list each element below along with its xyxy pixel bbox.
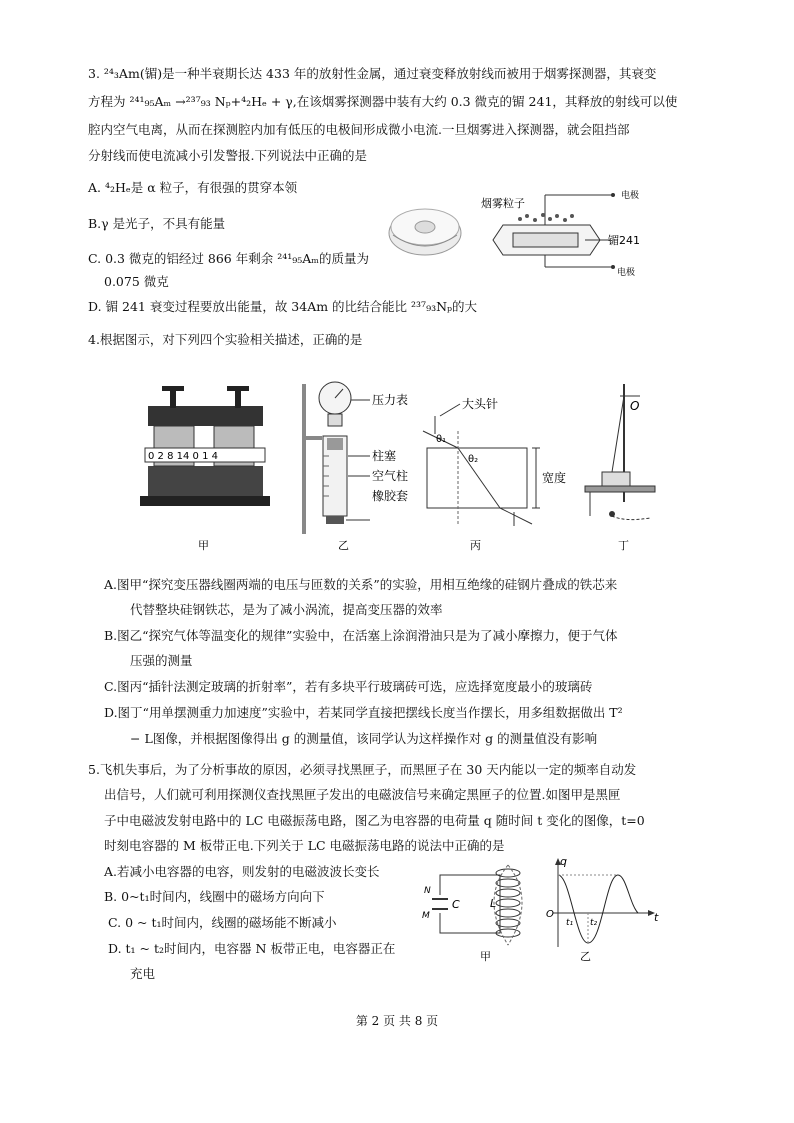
experiment-figures	[140, 376, 660, 551]
q4-option-d: D.图丁“用单摆测重力加速度”实验中，若某同学直接把摆线长度当作摆长，用多组数据做出 T²	[104, 705, 623, 720]
t-axis-label: t	[654, 911, 659, 924]
plate-n-label: N	[424, 886, 431, 896]
q3-line1: 3. ²⁴₃Am(镅)是一种半衰期长达 433 年的放射性金属，通过衰变释放射线而被用于烟雾探测器，其衰变	[88, 66, 657, 81]
figure-bing-refraction	[423, 396, 566, 551]
q5-option-a: A.若减小电容器的电容，则发射的电磁波波长变长	[104, 864, 380, 879]
q5-option-b: B. 0~t₁时间内，线圈中的磁场方向向下	[104, 889, 325, 904]
q3-option-c: C. 0.3 微克的铝经过 866 年剩余 ²⁴¹₉₅Aₘ的质量为	[88, 251, 369, 266]
q3-option-b: B.γ 是光子，不具有能量	[88, 216, 226, 231]
detector-chamber-diagram	[481, 189, 640, 278]
figure-jia-transformer	[140, 386, 270, 551]
figure-jia-caption: 甲	[198, 539, 209, 551]
t2-label: t₂	[590, 918, 598, 928]
q5-option-d-cont: 充电	[130, 966, 156, 981]
q5-line1: 5.飞机失事后，为了分析事故的原因，必须寻找黑匣子，而黑匣子在 30 天内能以一定的频率自动发	[88, 762, 637, 777]
figure-jia-lc-circuit	[422, 865, 522, 963]
q5-option-c: C. 0 ~ t₁时间内，线圈的磁场能不断减小	[108, 915, 337, 930]
q5-option-d: D. t₁ ~ t₂时间内，电容器 N 板带正电，电容器正在	[108, 941, 396, 956]
theta2-label: θ₂	[468, 454, 479, 465]
air-column-label: 空气柱	[372, 469, 409, 483]
smoke-particle-label: 烟雾粒子	[481, 197, 525, 210]
q5-line3: 子中电磁波发射电路中的 LC 电磁振荡电路，图乙为电容器的电荷量 q 随时间 t 变化的图像，t=0	[104, 813, 645, 828]
q3-line3: 腔内空气电离，从而在探测腔内加有低压的电极间形成微小电流.一旦烟雾进入探测器，就会阻挡部	[88, 122, 630, 137]
figure-yi-charge-graph	[546, 855, 659, 963]
lc-circuit-figure	[418, 855, 668, 970]
smoke-detector-photo	[389, 209, 461, 255]
pin-label: 大头针	[462, 397, 499, 411]
rubber-cap-label: 橡胶套	[372, 489, 409, 503]
t1-label: t₁	[566, 918, 574, 928]
electrode-bottom-label: 电极	[617, 268, 636, 278]
electrode-top-label: 电极	[621, 191, 640, 201]
pressure-gauge-label: 压力表	[372, 393, 409, 407]
q3-line4: 分射线而使电流减小引发警报.下列说法中正确的是	[88, 148, 367, 163]
smoke-detector-figure	[385, 185, 655, 280]
figure-yi-graph-caption: 乙	[580, 950, 591, 963]
capacitor-c-label: C	[452, 898, 460, 911]
pendulum-o-label: O	[630, 399, 640, 413]
q3-line2: 方程为 ²⁴¹₉₅Aₘ →²³⁷₉₃ Nₚ+⁴₂Hₑ + γ,在该烟雾探测器中装有大约 0.3 微克的镅 241，其释放的射线可以使	[88, 94, 678, 109]
q4-stem: 4.根据图示，对下列四个实验相关描述，正确的是	[88, 332, 363, 347]
q5-line2: 出信号，人们就可利用探测仪查找黑匣子发出的电磁波信号来确定黑匣子的位置.如图甲是黑匣	[104, 787, 621, 802]
q4-option-a: A.图甲“探究变压器线圈两端的电压与匝数的关系”的实验，用相互绝缘的硅钢片叠成的铁芯来	[104, 577, 618, 592]
figure-yi-gas-experiment	[302, 382, 408, 551]
q4-option-a-cont: 代替整块硅钢铁芯，是为了减小涡流，提高变压器的效率	[130, 602, 443, 617]
figure-yi-caption: 乙	[338, 539, 349, 551]
plunger-label: 柱塞	[372, 449, 397, 463]
q3-option-c-cont: 0.075 微克	[104, 274, 169, 289]
q4-option-d-cont: − L图像，并根据图像得出 g 的测量值，该同学认为这样操作对 g 的测量值没有影响	[130, 731, 598, 746]
figure-ding-pendulum	[585, 384, 655, 551]
q-axis-label: q	[560, 855, 567, 868]
am241-label: 镅241	[608, 234, 640, 247]
q3-option-d: D. 镅 241 衰变过程要放出能量，故 34Am 的比结合能比 ²³⁷₉₃Nₚ的大	[88, 299, 478, 314]
origin-o-label: O	[546, 909, 554, 920]
figure-bing-caption: 丙	[470, 539, 481, 551]
q4-option-b-cont: 压强的测量	[130, 653, 193, 668]
page-footer: 第 2 页 共 8 页	[355, 1014, 439, 1028]
q4-option-c: C.图丙“插针法测定玻璃的折射率”，若有多块平行玻璃砖可选，应选择宽度最小的玻璃砖	[104, 679, 593, 694]
plate-m-label: M	[422, 911, 430, 921]
figure-ding-caption: 丁	[618, 539, 629, 551]
width-label: 宽度	[542, 471, 567, 485]
q4-option-b: B.图乙“探究气体等温变化的规律”实验中，在活塞上涂润滑油只是为了减小摩擦力，便于气体	[104, 628, 618, 643]
theta1-label: θ₁	[436, 434, 447, 445]
figure-jia-lc-caption: 甲	[480, 950, 491, 963]
inductor-l-label: L	[490, 897, 497, 910]
q5-line4: 时刻电容器的 M 板带正电.下列关于 LC 电磁振荡电路的说法中正确的是	[104, 838, 505, 853]
coil-turns-label: 0 2 8 14 0 1 4	[148, 451, 218, 462]
q3-option-a: A. ⁴₂Hₑ是 α 粒子，有很强的贯穿本领	[88, 180, 298, 195]
